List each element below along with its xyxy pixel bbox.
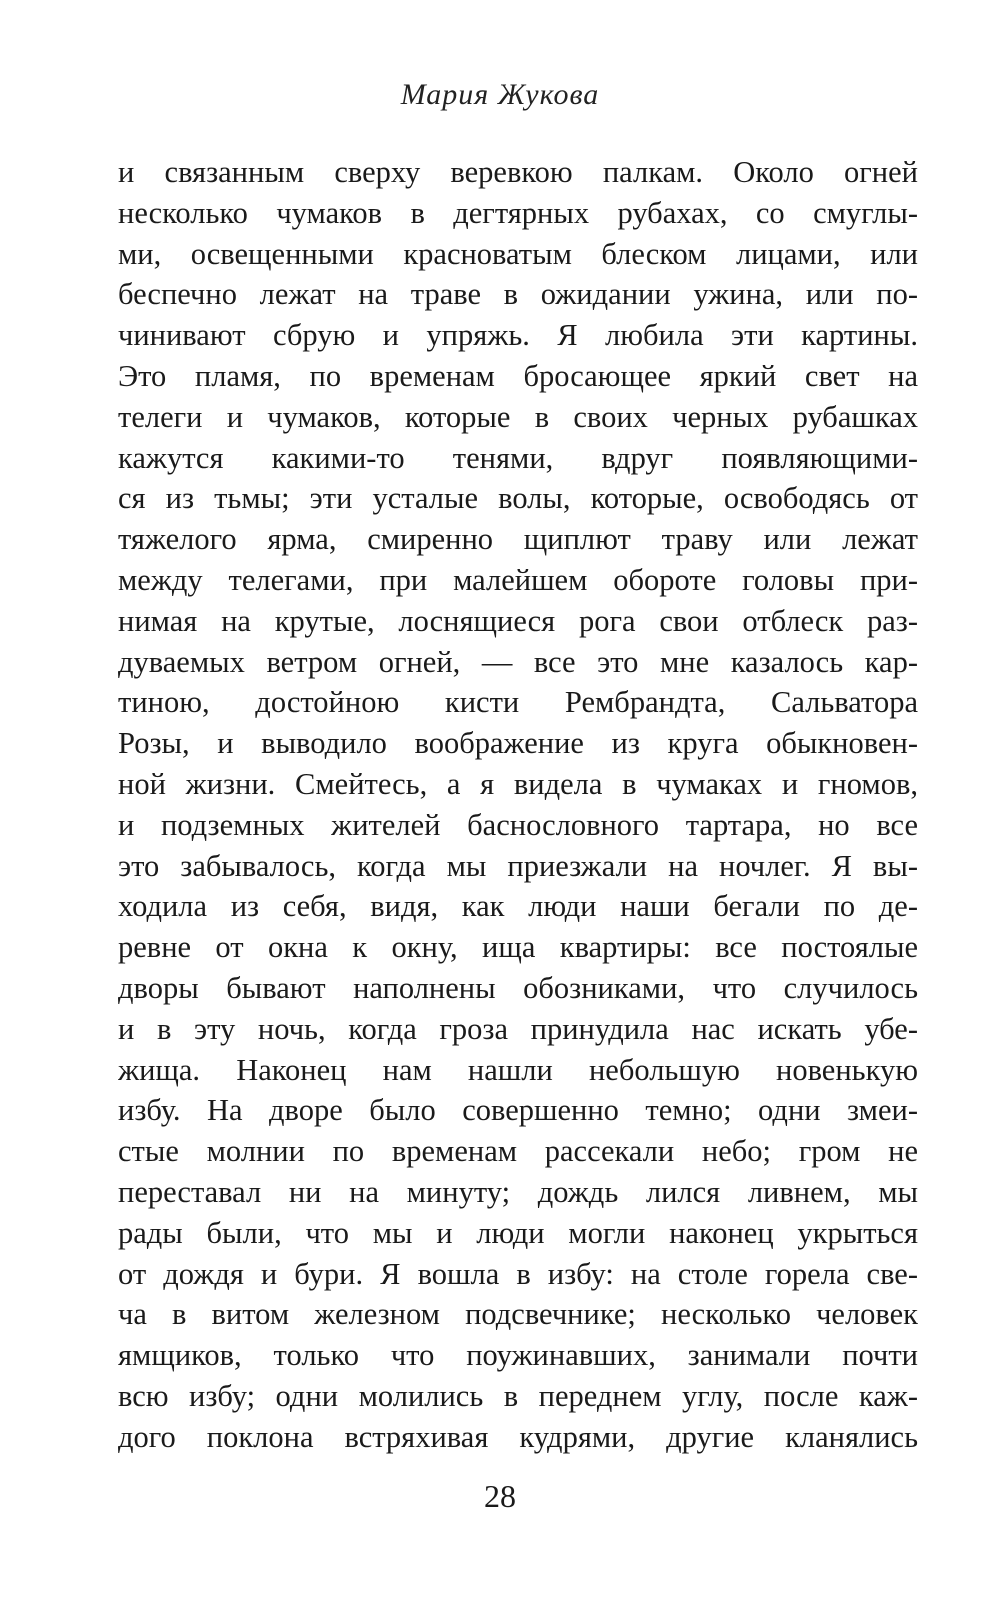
text-line: избу. На дворе было совершенно темно; одни змеи- [118, 1093, 918, 1128]
text-line: тиною, достойною кисти Рембрандта, Сальватора [118, 685, 918, 720]
text-line: телеги и чумаков, которые в своих черных рубашках [118, 399, 918, 434]
text-line: дворы бывают наполнены обозниками, что случилось [118, 970, 918, 1005]
text-line: Это пламя, по временам бросающее яркий свет на [118, 358, 918, 393]
text-line: Розы, и выводило воображение из круга обыкновен- [118, 726, 918, 761]
text-line: ходила из себя, видя, как люди наши бегали по де- [118, 889, 918, 924]
text-line: от дождя и бури. Я вошла в избу: на столе горела све- [118, 1256, 918, 1291]
text-line: дого поклона встряхивая кудрями, другие кланялись [118, 1419, 918, 1454]
text-line: ча в витом железном подсвечнике; несколько человек [118, 1297, 918, 1332]
text-line: это забывалось, когда мы приезжали на ночлег. Я вы- [118, 848, 918, 883]
text-line: беспечно лежат на траве в ожидании ужина, или по- [118, 277, 918, 312]
text-line: ной жизни. Смейтесь, а я видела в чумаках и гномов, [118, 766, 918, 801]
text-line: тяжелого ярма, смиренно щиплют траву или лежат [118, 522, 918, 557]
text-line: переставал ни на минуту; дождь лился ливнем, мы [118, 1174, 918, 1209]
text-line: рады были, что мы и люди могли наконец укрыться [118, 1215, 918, 1250]
text-line: ся из тьмы; эти усталые волы, которые, освободясь от [118, 481, 918, 516]
page-number: 28 [484, 1478, 516, 1514]
body-text [118, 152, 918, 1458]
text-line: кажутся какими-то тенями, вдруг появляющими- [118, 440, 918, 475]
text-line: между телегами, при малейшем обороте головы при- [118, 562, 918, 597]
text-line: стые молнии по временам рассекали небо; гром не [118, 1134, 918, 1169]
text-line: всю избу; одни молились в переднем углу, после каж- [118, 1378, 918, 1413]
text-line: и подземных жителей баснословного тартара, но все [118, 807, 918, 842]
text-line: дуваемых ветром огней, — все это мне казалось кар- [118, 644, 918, 679]
text-line: ямщиков, только что поужинавших, занимали почти [118, 1338, 918, 1373]
text-line: несколько чумаков в дегтярных рубахах, со смуглы- [118, 195, 918, 230]
text-line: ревне от окна к окну, ища квартиры: все постоялые [118, 930, 918, 965]
text-line: ми, освещенными красноватым блеском лицами, или [118, 236, 918, 271]
text-line: чинивают сбрую и упряжь. Я любила эти картины. [118, 318, 918, 353]
running-head-author: Мария Жукова [400, 78, 600, 111]
text-line: жища. Наконец нам нашли небольшую новенькую [118, 1052, 918, 1087]
text-line: и связанным сверху веревкою палкам. Около огней [118, 155, 918, 189]
text-line: нимая на крутые, лоснящиеся рога свои отблеск раз- [118, 603, 918, 638]
text-line: и в эту ночь, когда гроза принудила нас искать убе- [118, 1011, 918, 1046]
